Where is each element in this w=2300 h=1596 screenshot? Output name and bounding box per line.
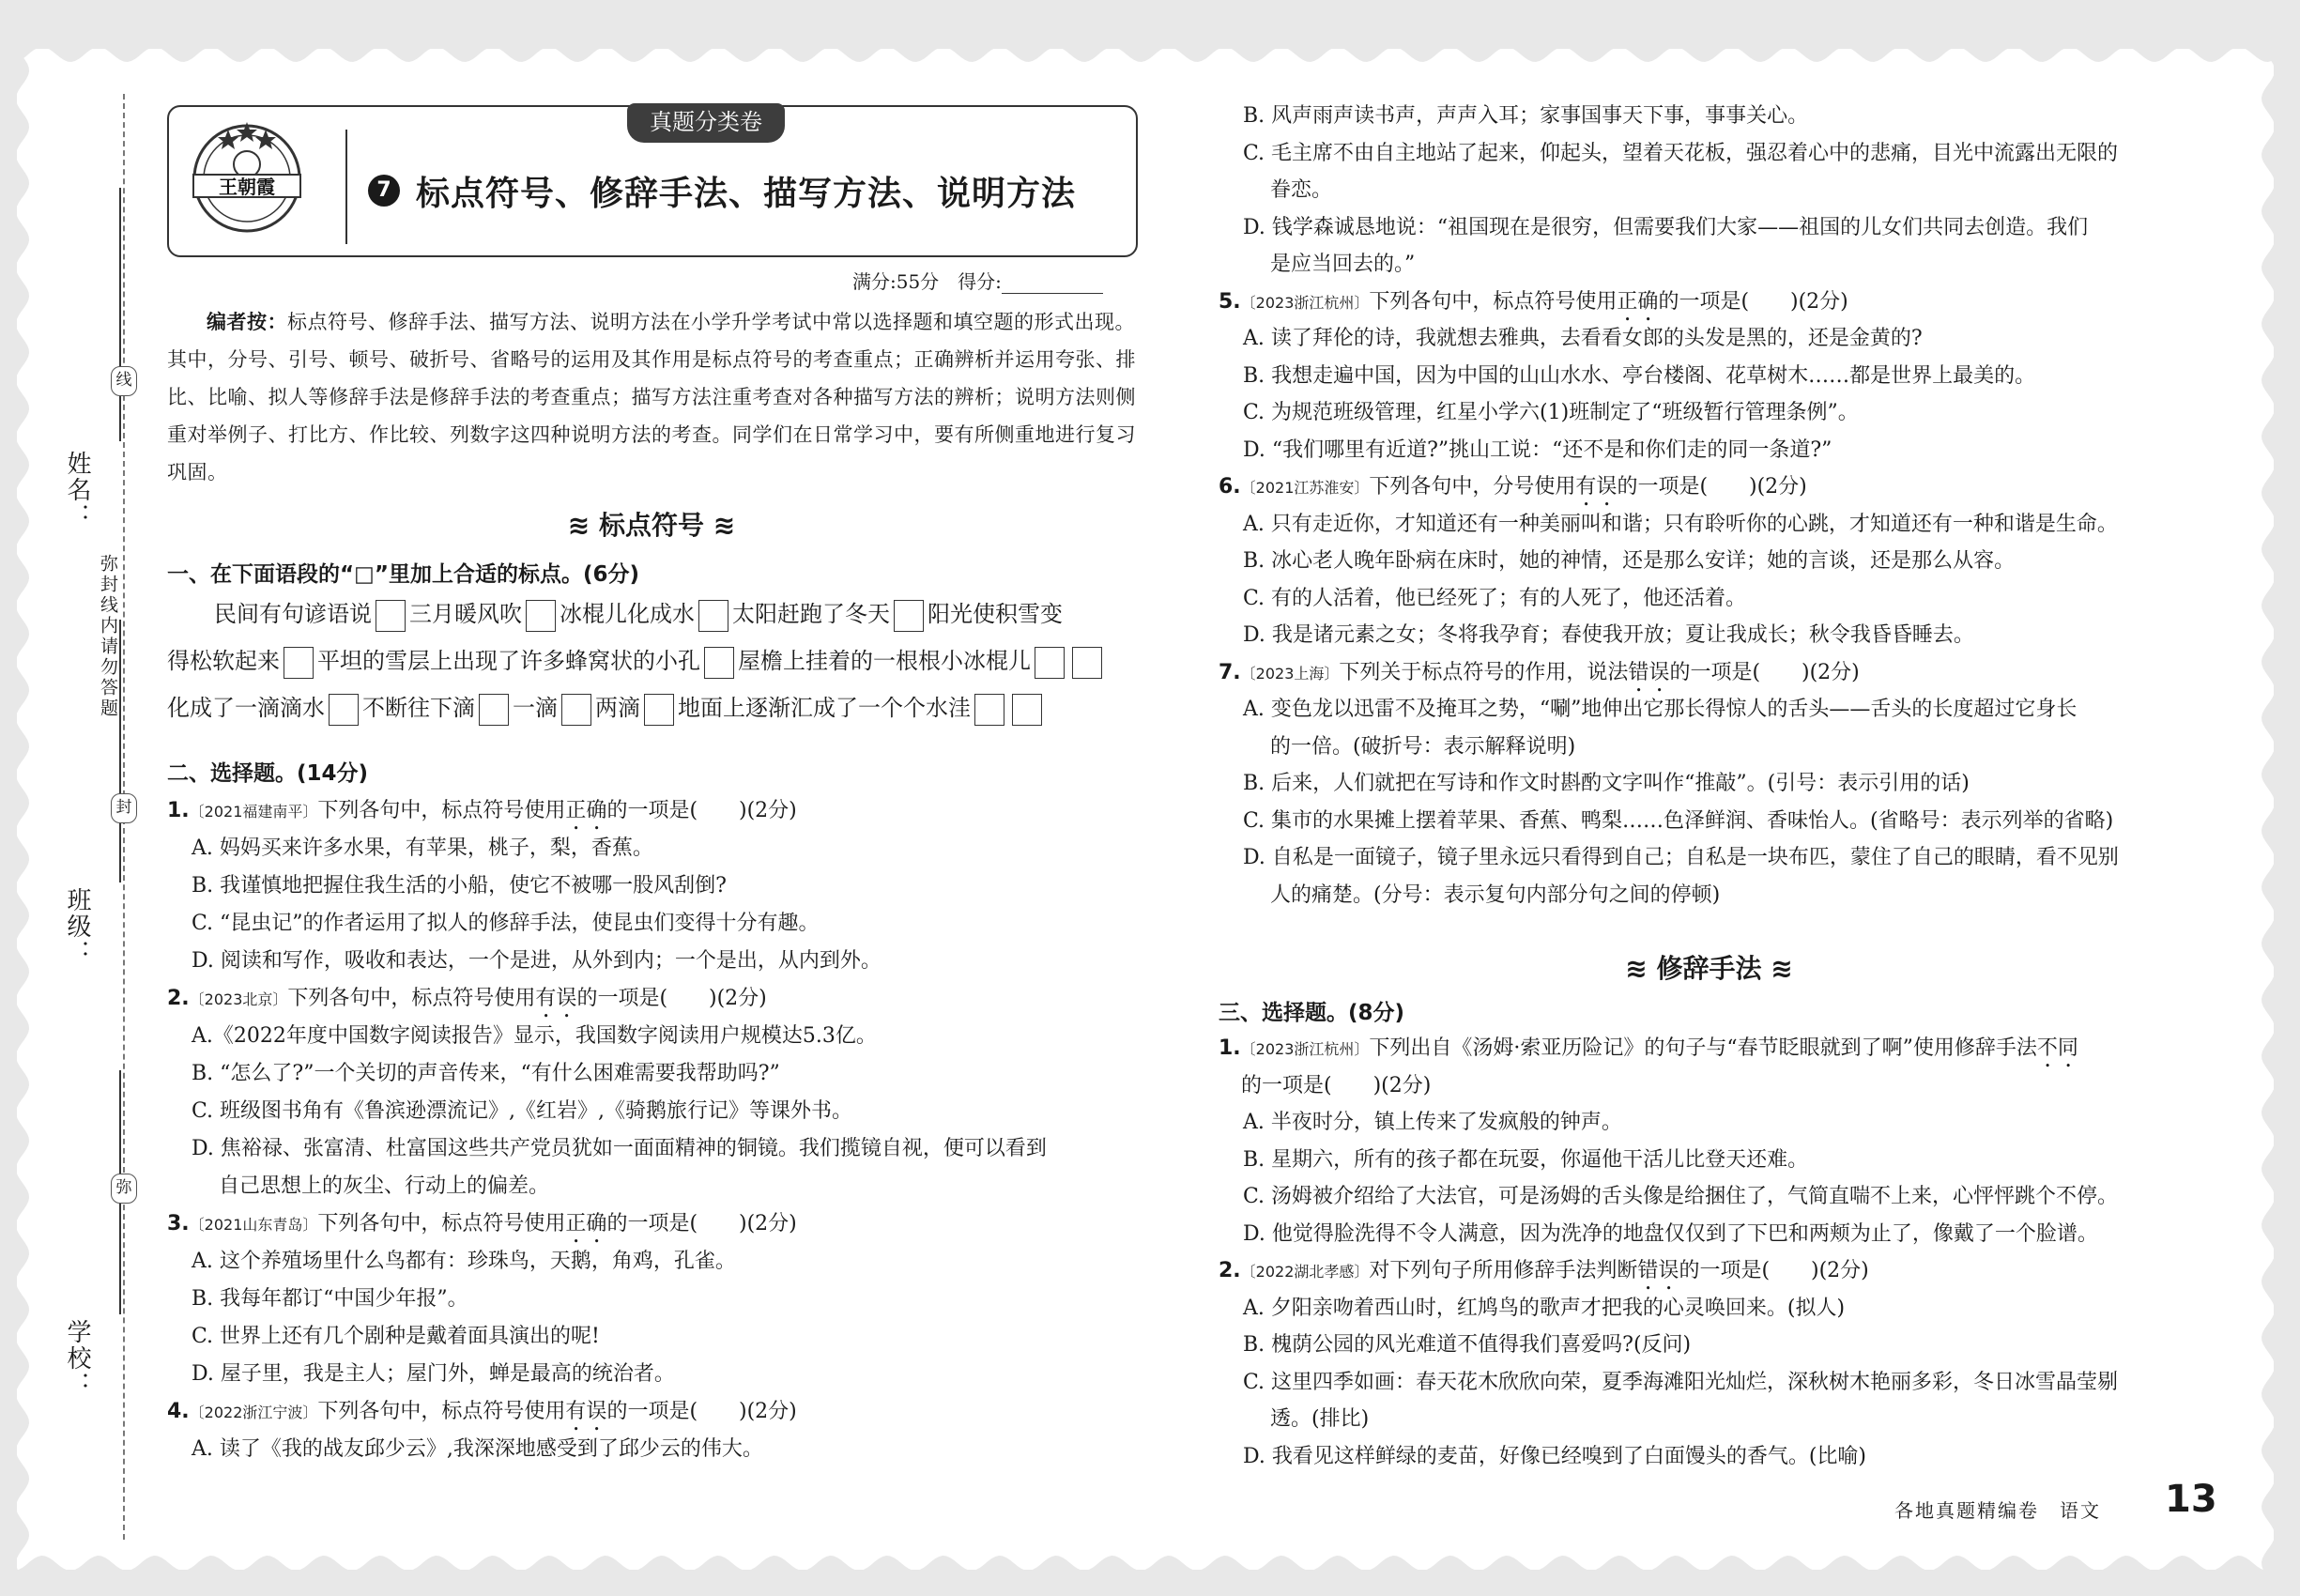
answer-option[interactable]: A. 读了《我的战友邱少云》,我深深地感受到了邱少云的伟大。 xyxy=(192,1437,763,1461)
question-stem xyxy=(167,1395,797,1435)
answer-option[interactable]: 透。(排比) xyxy=(1243,1407,1370,1431)
editor-note-text: 标点符号、修辞手法、描写方法、说明方法在小学升学考试中常以选择题和填空题的形式出现。其中，分号、引号、顿号、破折号、省略号的运用及其作用是标点符号的考查重点；正确辨析并运用夸张、排比、比喻、拟人等修辞手法是修辞手法的考查重点；描写方法注重考查对各种描写方法的辨析；说明方法则侧重对举例子、打比方、作比较、列数字这四种说明方法的考查。同学们在日常学习中，要有所侧重地进行复习巩固。 xyxy=(167,311,1136,483)
punctuation-box[interactable] xyxy=(704,647,734,679)
question-stem xyxy=(1219,470,1807,511)
part1-heading: 一、在下面语段的“□”里加上合适的标点。(6分) xyxy=(167,562,639,587)
answer-option[interactable]: C. 世界上还有几个剧种是戴着面具演出的呢! xyxy=(192,1325,600,1348)
seal-mark-seal: 封 xyxy=(111,793,137,823)
answer-option[interactable]: B. 我谨慎地把握住我生活的小船，使它不被哪一股风刮倒? xyxy=(192,874,727,898)
question-keyword: 有误 xyxy=(1575,475,1618,499)
punctuation-box[interactable] xyxy=(1012,694,1042,726)
answer-option[interactable]: D. 他觉得脸洗得不令人满意，因为洗净的地盘仅仅到了下巴和两颊为止了，像戴了一个脸谱。 xyxy=(1243,1221,2098,1246)
answer-option[interactable]: B. 我想走遍中国，因为中国的山山水水、亭台楼阁、花草树木……都是世界上最美的。 xyxy=(1243,363,2036,388)
answer-option[interactable]: 眷恋。 xyxy=(1243,178,1332,202)
passage-text: 屋檐上挂着的一根根小冰棍儿 xyxy=(738,648,1031,674)
question-tail: 的一项是( )(2分) xyxy=(606,1212,797,1235)
question-keyword: 有误 xyxy=(535,987,577,1010)
answer-option[interactable]: B. 冰心老人晚年卧病在床时，她的神情，还是那么安详；她的言谈，还是那么从容。 xyxy=(1243,549,2016,573)
question-number: 6. xyxy=(1219,475,1241,499)
answer-option[interactable]: D. 钱学森诚恳地说：“祖国现在是很穷，但需要我们大家——祖国的儿女们共同去创造。我们 xyxy=(1243,215,2089,239)
question-stem-text: 下列各句中，标点符号使用 xyxy=(1369,289,1618,314)
answer-option[interactable]: B. 风声雨声读书声，声声入耳；家事国事天下事，事事关心。 xyxy=(1243,104,1809,128)
answer-option[interactable]: A. 半夜时分，镇上传来了发疯般的钟声。 xyxy=(1243,1111,1622,1134)
question-tail: 的一项是( )(2分) xyxy=(1669,660,1860,684)
page-title: 标点符号、修辞手法、描写方法、说明方法 xyxy=(416,175,1077,213)
seal-warning-text: 弥封线内请勿答题 xyxy=(98,554,118,719)
question-tail: 的一项是( )(2分) xyxy=(1617,475,1807,499)
brand-badge-logo xyxy=(186,113,308,235)
question-number: 3. xyxy=(167,1212,190,1235)
answer-option[interactable]: 是应当回去的。” xyxy=(1243,253,1416,276)
fill-line xyxy=(167,642,1106,680)
editor-note xyxy=(167,303,1136,491)
punctuation-box[interactable] xyxy=(698,600,728,632)
answer-option[interactable]: B. 后来，人们就把在写诗和作文时斟酌文字叫作“推敲”。(引号：表示引用的话) xyxy=(1243,772,1970,795)
question-stem-text: 对下列句子所用修辞手法判断 xyxy=(1369,1259,1638,1282)
section-heading-rhetoric: ≋ 修辞手法 ≋ xyxy=(1625,953,1793,984)
question-stem xyxy=(167,1207,797,1248)
answer-option[interactable]: A. 变色龙以迅雷不及掩耳之势，“唰”地伸出它那长得惊人的舌头——舌头的长度超过它身长 xyxy=(1243,698,2078,721)
question-source: 〔2023浙江杭州〕 xyxy=(1240,1040,1370,1058)
score-line xyxy=(852,267,1103,294)
answer-option[interactable]: A. 妈妈买来许多水果，有苹果，桃子，梨，香蕉。 xyxy=(192,836,653,860)
question-stem-text: 下列各句中，分号使用 xyxy=(1369,475,1576,499)
answer-option[interactable]: B. 槐荫公园的风光难道不值得我们喜爱吗?(反问) xyxy=(1243,1333,1692,1357)
banner-tab: 真题分类卷 xyxy=(627,103,785,143)
binding-margin xyxy=(38,0,169,1596)
answer-option[interactable]: D. 屋子里，我是主人；屋门外，蝉是最高的统治者。 xyxy=(192,1362,675,1386)
answer-option[interactable]: D. 阅读和写作，吸收和表达，一个是进，从外到内；一个是出，从内到外。 xyxy=(192,949,882,973)
question-stem xyxy=(1219,285,1848,326)
question-source: 〔2021江苏淮安〕 xyxy=(1240,479,1370,497)
page-number: 13 xyxy=(2165,1478,2217,1521)
answer-option[interactable]: A. 读了拜伦的诗，我就想去雅典，去看看女郎的头发是黑的，还是金黄的? xyxy=(1243,327,1923,350)
question-stem-text: 下列各句中，标点符号使用 xyxy=(317,1400,566,1423)
punctuation-box[interactable] xyxy=(526,600,556,632)
fill-line xyxy=(214,595,1063,633)
section2-title-text: 修辞手法 xyxy=(1656,953,1762,984)
question-stem xyxy=(167,794,797,835)
class-line xyxy=(119,620,121,882)
section-heading-punctuation: ≋ 标点符号 ≋ xyxy=(567,510,736,541)
punctuation-box[interactable] xyxy=(1035,647,1065,679)
banner-divider xyxy=(345,130,347,244)
question-stem-text: 下列各句中，标点符号使用 xyxy=(317,1212,566,1235)
question-tail: 的一项是( )(2分) xyxy=(576,987,767,1010)
question-keyword: 正确 xyxy=(565,1212,607,1235)
answer-option[interactable]: C. 集市的水果摊上摆着苹果、香蕉、鸭梨……色泽鲜润、香味怡人。(省略号：表示列举的省略) xyxy=(1243,808,2114,833)
question-stem xyxy=(1219,1032,2078,1072)
answer-option[interactable]: A. 夕阳亲吻着西山时，红鸠鸟的歌声才把我的心灵唤回来。(拟人) xyxy=(1243,1296,1846,1320)
answer-option[interactable]: 自己思想上的灰尘、行动上的偏差。 xyxy=(192,1174,549,1198)
question-source: 〔2022浙江宁波〕 xyxy=(189,1404,318,1421)
passage-text: 化成了一滴滴水 xyxy=(167,695,325,721)
question-source: 〔2021福建南平〕 xyxy=(189,803,318,821)
answer-option[interactable]: B. 我每年都订“中国少年报”。 xyxy=(192,1287,468,1311)
question-source: 〔2022湖北孝感〕 xyxy=(1240,1263,1370,1281)
passage-text: 冰棍儿化成水 xyxy=(560,601,695,627)
question-number: 2. xyxy=(167,987,190,1010)
seal-mark-close: 弥 xyxy=(111,1174,137,1204)
answer-option[interactable]: C. 这里四季如画：春天花木欣欣向荣，夏季海滩阳光灿烂，深秋树木艳丽多彩，冬日冰雪晶莹剔 xyxy=(1243,1370,2119,1394)
punctuation-box[interactable] xyxy=(284,647,314,679)
question-number: 5. xyxy=(1219,289,1241,314)
section-title-text: 标点符号 xyxy=(598,510,704,541)
seal-mark-line: 线 xyxy=(111,366,137,396)
question-tail: 的一项是( )(2分) xyxy=(606,1400,797,1423)
question-tail: 的一项是( )(2分) xyxy=(606,799,797,822)
answer-option[interactable]: D. “我们哪里有近道?”挑山工说：“还不是和你们走的同一条道?” xyxy=(1243,437,1832,462)
school-label: 学校： xyxy=(63,1319,91,1398)
question-source: 〔2023北京〕 xyxy=(189,990,288,1008)
answer-option[interactable]: D. 我是诸元素之女；冬将我孕育；春使我开放；夏让我成长；秋令我昏昏睡去。 xyxy=(1243,623,1974,647)
question-source: 〔2021山东青岛〕 xyxy=(189,1216,318,1234)
answer-option[interactable]: 人的痛楚。(分号：表示复句内部分句之间的停顿) xyxy=(1243,882,1721,907)
question-tail: 的一项是( )(2分) xyxy=(1658,289,1848,314)
question-keyword: 正确 xyxy=(565,799,607,822)
passage-text: 三月暖风吹 xyxy=(409,601,522,627)
passage-text: 阳光使积雪变 xyxy=(928,601,1063,627)
passage-text: 不断往下滴 xyxy=(362,695,475,721)
score-label: 满分:55分 得分: xyxy=(852,270,1002,293)
answer-option[interactable]: D. 自私是一面镜子，镜子里永远只看得到自己；自私是一块布匹，蒙住了自己的眼睛，看不见别 xyxy=(1243,846,2119,869)
class-label: 班级： xyxy=(63,887,91,966)
punctuation-box[interactable] xyxy=(894,600,924,632)
question-source: 〔2023上海〕 xyxy=(1240,664,1340,683)
punctuation-box[interactable] xyxy=(479,694,509,726)
footer-book-title: 各地真题精编卷 语文 xyxy=(1894,1499,2101,1522)
punctuation-box[interactable] xyxy=(376,600,406,632)
punctuation-box[interactable] xyxy=(329,694,359,726)
passage-text: 民间有句谚语说 xyxy=(214,601,372,627)
name-line xyxy=(119,188,121,441)
answer-option[interactable]: C. 有的人活着，他已经死了；有的人死了，他还活着。 xyxy=(1243,586,1747,610)
question-stem xyxy=(167,982,767,1022)
question-number: 7. xyxy=(1219,660,1241,684)
punctuation-box[interactable] xyxy=(644,694,674,726)
badge-text: 王朝霞 xyxy=(219,176,275,198)
question-number: 1. xyxy=(167,799,190,822)
question-stem-text: 下列关于标点符号的作用，说法 xyxy=(1339,660,1629,684)
part2-heading: 二、选择题。(14分) xyxy=(167,761,369,786)
fill-line xyxy=(167,689,1046,727)
passage-text: 得松软起来 xyxy=(167,648,280,674)
title-number: 7 xyxy=(368,175,400,207)
passage-text: 平坦的雪层上出现了许多蜂窝状的小孔 xyxy=(317,648,700,674)
question-stem-text: 下列各句中，标点符号使用 xyxy=(317,799,566,822)
question-source: 〔2023浙江杭州〕 xyxy=(1240,293,1370,312)
editor-note-label: 编者按： xyxy=(207,311,287,333)
answer-option[interactable]: A. 这个养殖场里什么鸟都有：珍珠鸟，天鹅，角鸡，孔雀。 xyxy=(192,1250,736,1273)
answer-option[interactable]: A. 只有走近你，才知道还有一种美丽叫和谐；只有聆听你的心跳，才知道还有一种和谐是生命。 xyxy=(1243,512,2118,536)
question-stem xyxy=(1219,1254,1869,1295)
question-stem-cont: 的一项是( )(2分) xyxy=(1241,1073,1432,1097)
answer-option[interactable]: C. 汤姆被介绍给了大法官，可是汤姆的舌头像是给捆住了，气简直喘不上来，心怦怦跳个不停。 xyxy=(1243,1185,2119,1208)
answer-option[interactable]: B. 星期六，所有的孩子都在玩耍，你逼他干活儿比登天还难。 xyxy=(1243,1147,1809,1172)
answer-option[interactable]: D. 我看见这样鲜绿的麦苗，好像已经嗅到了白面馒头的香气。(比喻) xyxy=(1243,1444,1867,1468)
answer-option[interactable]: B. “怎么了?”一个关切的声音传来，“有什么困难需要我帮助吗?” xyxy=(192,1062,780,1085)
question-tail: 的一项是( )(2分) xyxy=(1679,1259,1869,1282)
answer-option[interactable]: C. “昆虫记”的作者运用了拟人的修辞手法，使昆虫们变得十分有趣。 xyxy=(192,912,820,935)
question-keyword: 不同 xyxy=(2036,1036,2078,1060)
question-keyword: 有误 xyxy=(565,1400,607,1423)
answer-option[interactable]: 的一倍。(破折号：表示解释说明) xyxy=(1243,734,1576,759)
name-label: 姓名： xyxy=(63,451,91,529)
answer-option[interactable]: A.《2022年度中国数字阅读报告》显示，我国数字阅读用户规模达5.3亿。 xyxy=(192,1024,877,1048)
answer-option[interactable]: D. 焦裕禄、张富清、杜富国这些共产党员犹如一面面精神的铜镜。我们揽镜自视，便可以看到 xyxy=(192,1137,1047,1160)
question-keyword: 正确 xyxy=(1617,289,1659,314)
punctuation-box[interactable] xyxy=(974,694,1004,726)
answer-option[interactable]: C. 班级图书角有《鲁滨逊漂流记》,《红岩》,《骑鹅旅行记》等课外书。 xyxy=(192,1099,853,1123)
question-keyword: 错误 xyxy=(1637,1259,1679,1282)
question-number: 2. xyxy=(1219,1259,1241,1282)
answer-option[interactable]: C. 为规范班级管理，红星小学六(1)班制定了“班级暂行管理条例”。 xyxy=(1243,401,1859,424)
answer-option[interactable]: C. 毛主席不由自主地站了起来，仰起头，望着天花板，强忍着心中的悲痛，目光中流露出无限的 xyxy=(1243,141,2119,165)
part3-heading: 三、选择题。(8分) xyxy=(1219,1001,1405,1025)
question-keyword: 错误 xyxy=(1628,660,1670,684)
passage-text: 一滴 xyxy=(513,695,558,721)
passage-text: 太阳赶跑了冬天 xyxy=(732,601,890,627)
question-stem-text: 下列各句中，标点符号使用 xyxy=(287,987,536,1010)
question-stem-text: 下列出自《汤姆·索亚历险记》的句子与“春节眨眼就到了啊”使用修辞手法 xyxy=(1369,1036,2037,1060)
punctuation-box[interactable] xyxy=(1072,647,1102,679)
score-blank[interactable] xyxy=(1002,276,1103,294)
passage-text: 地面上逐渐汇成了一个个水洼 xyxy=(678,695,971,721)
passage-text: 两滴 xyxy=(595,695,640,721)
question-number: 1. xyxy=(1219,1036,1241,1060)
question-stem xyxy=(1219,656,1860,697)
punctuation-box[interactable] xyxy=(561,694,591,726)
question-number: 4. xyxy=(167,1400,190,1423)
